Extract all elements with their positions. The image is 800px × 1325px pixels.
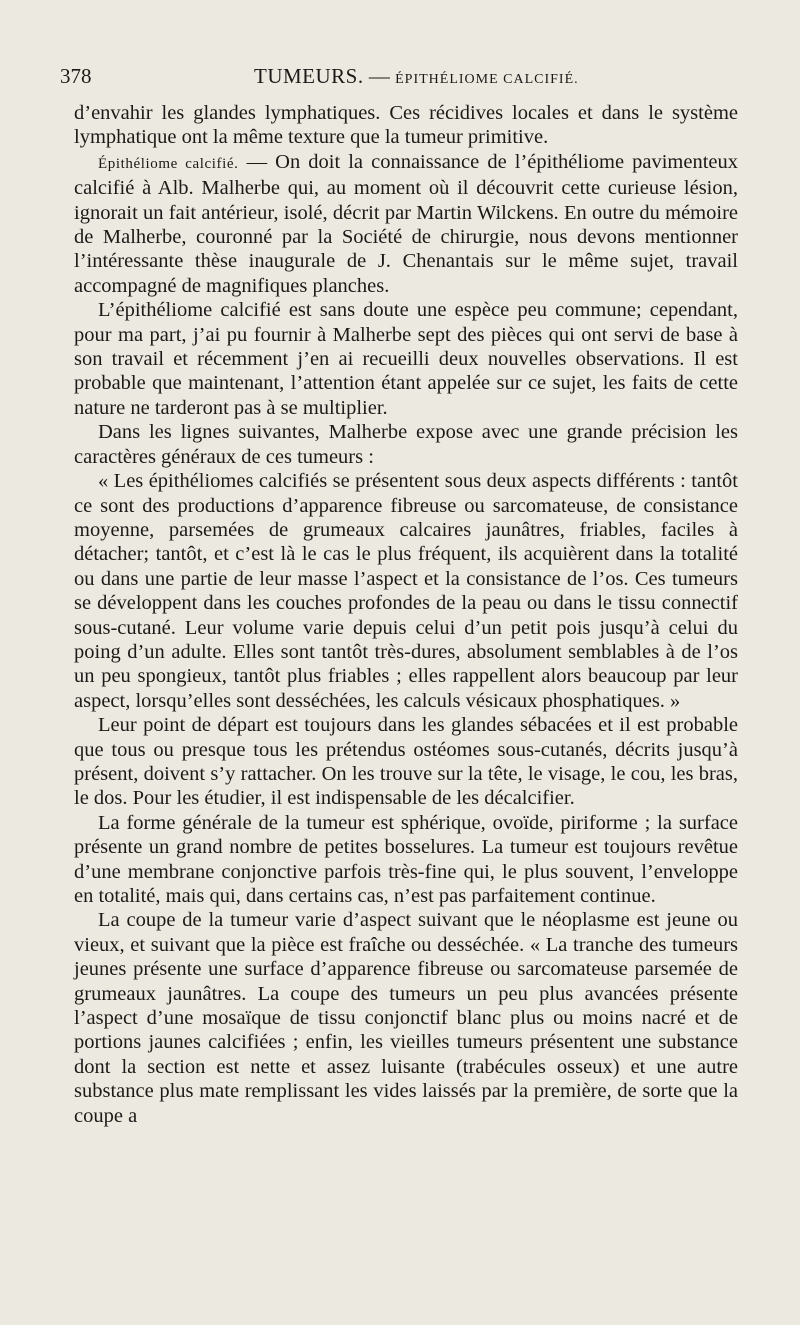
running-title-sub: ÉPITHÉLIOME CALCIFIÉ. [395, 72, 579, 87]
quoted-paragraph: « Les épithéliomes calcifiés se présentent sous deux aspects différents : tantôt ce sont des productions d’apparence fibreuse ou sarcomateuse, de consistance moyenne, parsemées de grumeaux calcaires jaunâtres, friables, faciles à détacher; tantôt, et c’est là le cas le plus fréquent, ils acquièrent dans la totalité ou dans une partie de leur masse l’aspect et la consistance de l’os. Ces tumeurs se développent dans les couches profondes de la peau ou dans le tissu connectif sous-cutané. Leur volume varie depuis celui d’un petit pois jusqu’à celui du poing d’un adulte. Elles sont tantôt très-dures, absolument semblables à de l’os un peu spongieux, tantôt plus friables ; elles rappellent alors beaucoup par leur aspect, lorsqu’elles sont desséchées, les calculs vésicaux phosphatiques. » [74, 470, 738, 712]
running-title-dash: — [368, 64, 390, 88]
paragraph-continuation: d’envahir les glandes lymphatiques. Ces récidives locales et dans le système lymphatique ont la même texture que la tumeur primitive. [74, 102, 738, 149]
running-header [60, 64, 740, 96]
running-title-main: TUMEURS. [254, 64, 364, 88]
running-title [254, 64, 579, 89]
section-heading: Épithéliome calcifié. [98, 155, 239, 172]
page-number: 378 [60, 64, 92, 88]
paragraph: L’épithéliome calcifié est sans doute une espèce peu commune; cependant, pour ma part, j’ai pu fournir à Malherbe sept des pièces qui ont servi de base à son travail et récemment j’en ai recueilli deux nouvelles observations. Il est probable que maintenant, l’attention étant appelée sur ce sujet, les faits de cette nature ne tarderont pas à se multiplier. [74, 299, 738, 419]
paragraph-section-start [74, 150, 738, 298]
body-text [74, 101, 738, 1128]
paragraph: La forme générale de la tumeur est sphérique, ovoïde, piriforme ; la surface présente un grand nombre de petites bosselures. La tumeur est toujours revêtue d’une membrane conjonctive parfois très-fine qui, le plus souvent, l’enveloppe en totalité, mais qui, dans certains cas, n’est pas parfaitement continue. [74, 811, 738, 907]
paragraph: Dans les lignes suivantes, Malherbe expose avec une grande précision les caractères généraux de ces tumeurs : [74, 421, 738, 468]
paragraph: La coupe de la tumeur varie d’aspect suivant que le néoplasme est jeune ou vieux, et suivant que la pièce est fraîche ou desséchée. « La tranche des tumeurs jeunes présente une surface d’apparence fibreuse ou sarcomateuse parsemée de grumeaux jaunâtres. La coupe des tumeurs un peu plus avancées présente l’aspect d’une mosaïque de tissu conjonctif blanc plus ou moins nacré et de portions jaunes calcifiées ; enfin, les vieilles tumeurs présentent une substance dont la section est nette et assez luisante (trabécules osseux) et une autre substance plus mate remplissant les vides laissés par la première, de sorte que la coupe a [74, 909, 738, 1127]
paragraph: Leur point de départ est toujours dans les glandes sébacées et il est probable que tous ou presque tous les prétendus ostéomes sous-cutanés, décrits jusqu’à présent, doivent s’y rattacher. On les trouve sur la tête, le visage, le cou, les bras, le dos. Pour les étudier, il est indispensable de les décalcifier. [74, 714, 738, 810]
section-intro-text: — On doit la connaissance de l’épithéliome pavimenteux calcifié à Alb. Malherbe qui, au moment où il découvrit cette curieuse lésion, ignorait un fait antérieur, isolé, décrit par Martin Wilckens. En outre du mémoire de Malherbe, couronné par la Société de chirurgie, nous devons mentionner l’intéressante thèse inaugurale de J. Chenantais sur le même sujet, travail accompagné de magnifiques planches. [74, 150, 738, 297]
